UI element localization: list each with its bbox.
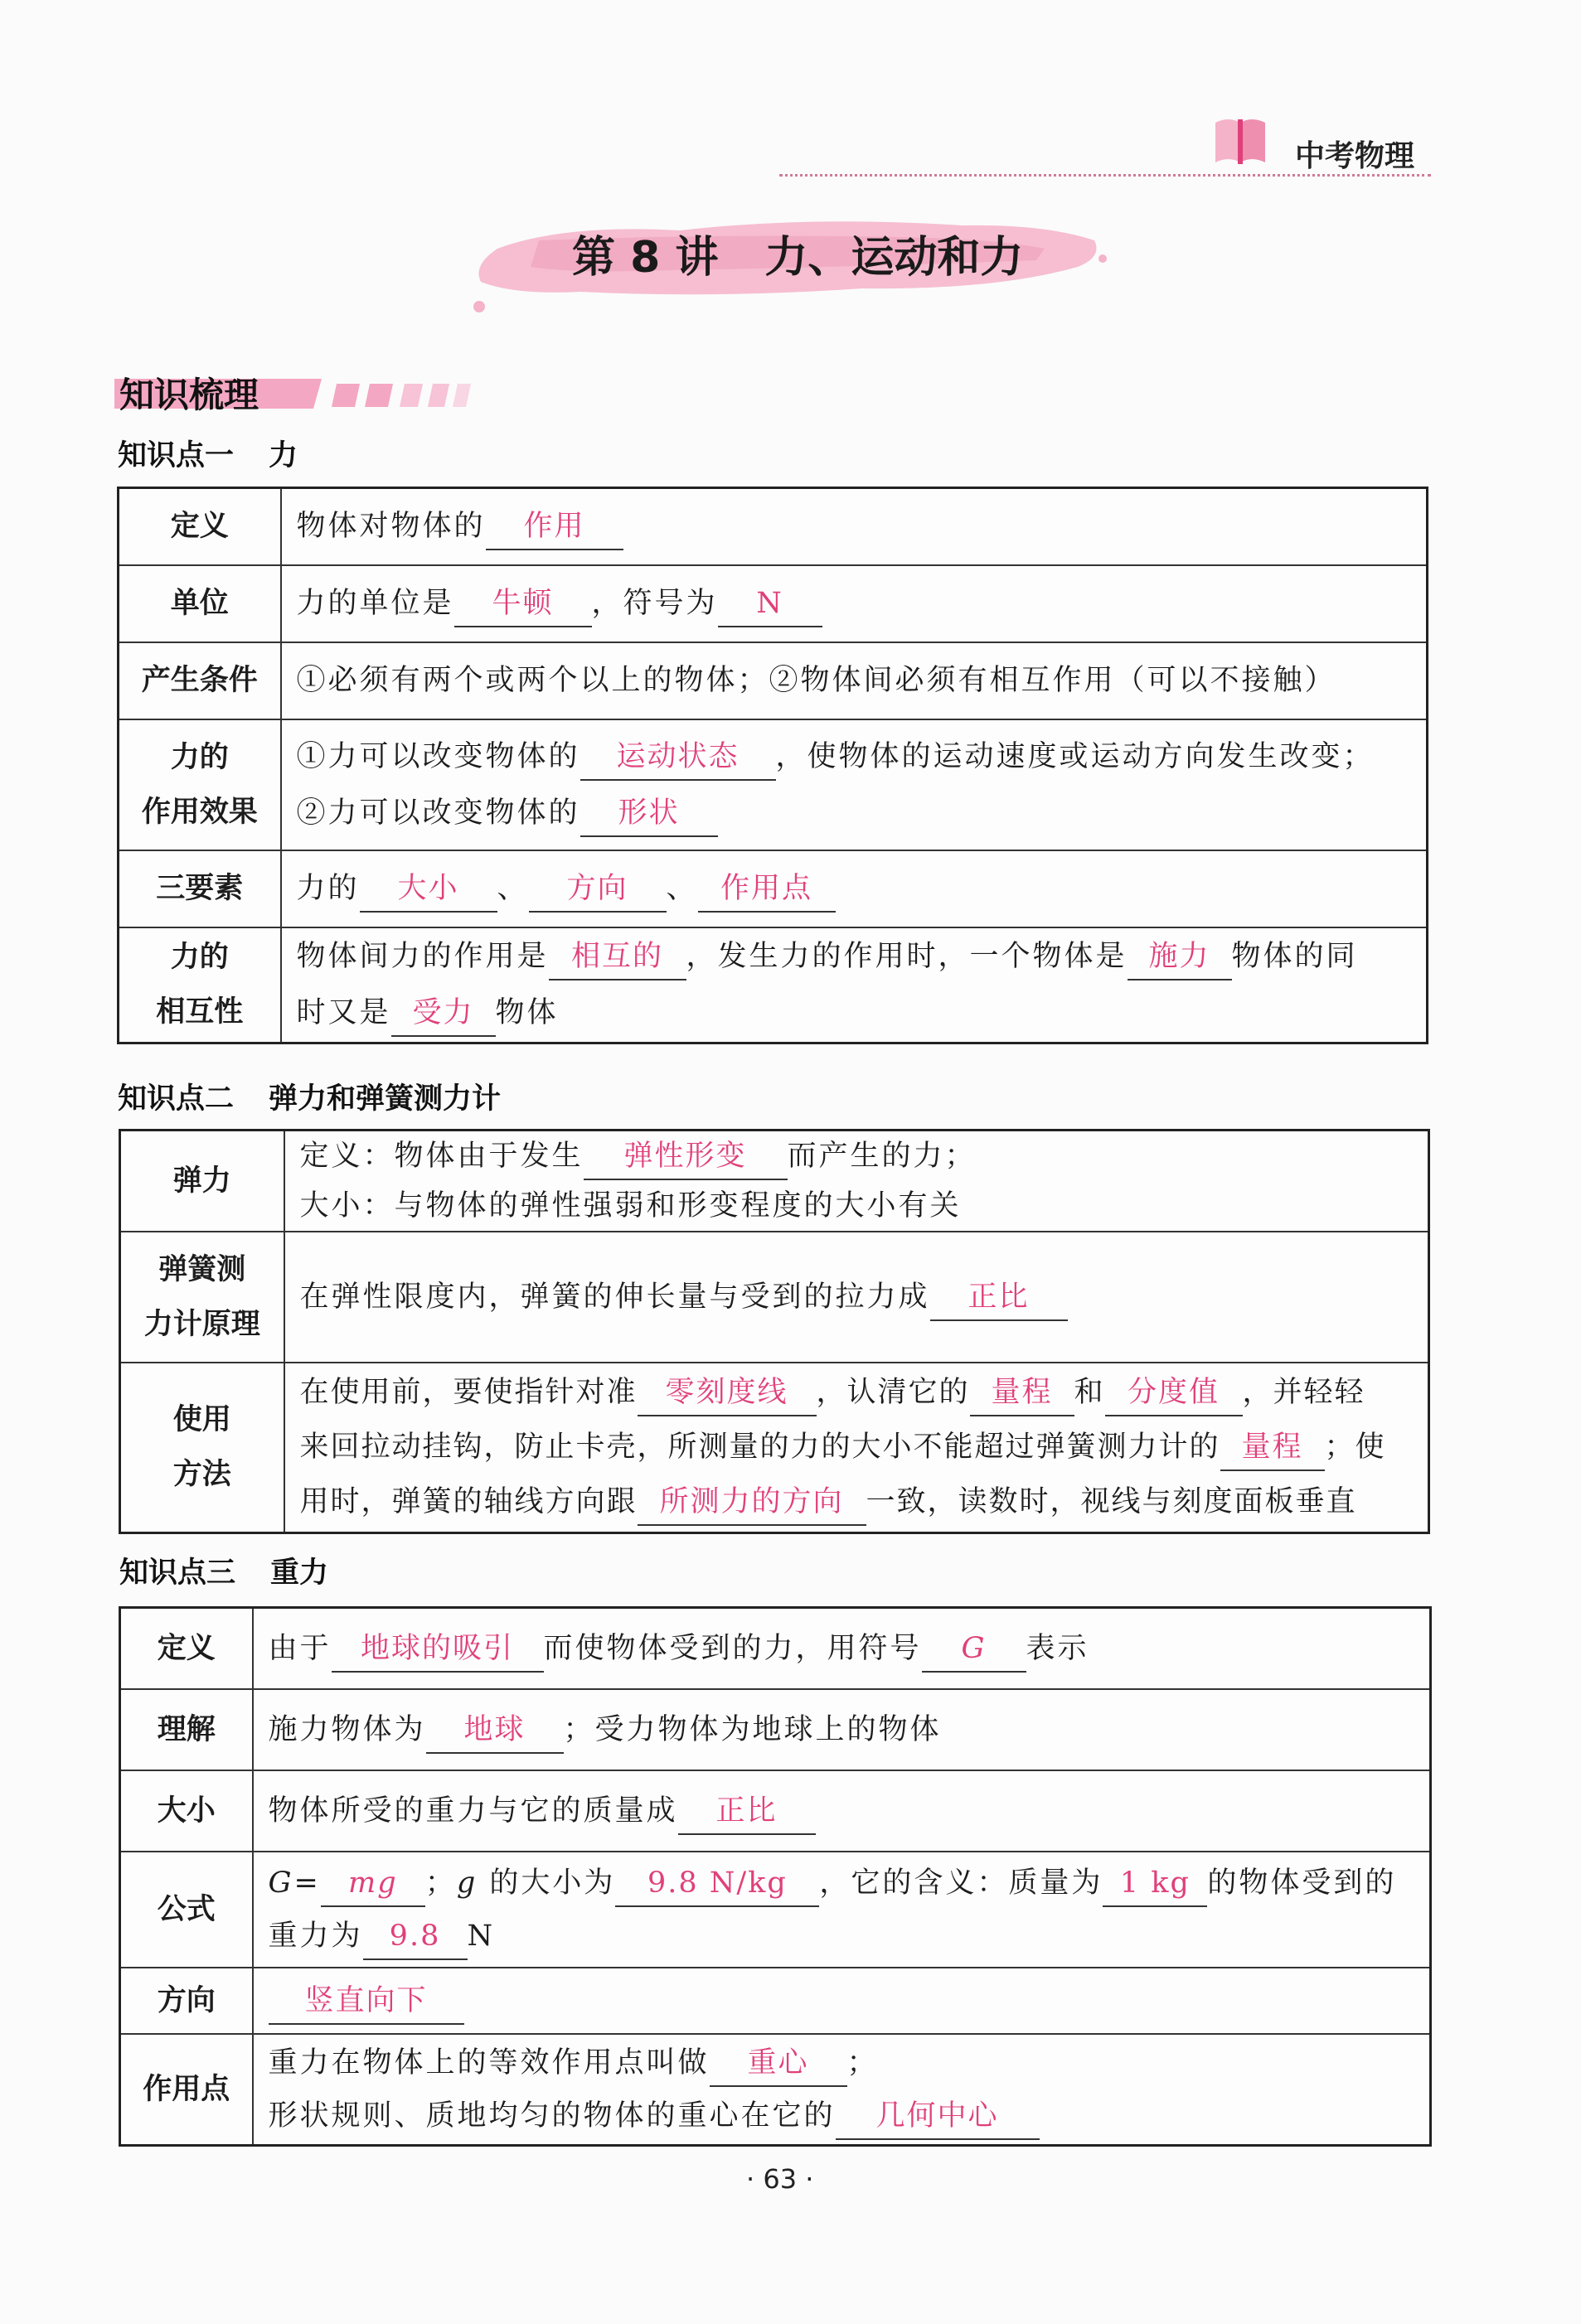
answer-blank: N: [718, 581, 822, 627]
answer-blank: 9.8: [363, 1914, 468, 1960]
table-row: 弹力 定义：物体由于发生 弹性形变 而产生的力； 大小：与物体的弹性强弱和形变程度的大小有关: [120, 1131, 1429, 1232]
lecture-number: 第 8 讲: [572, 233, 719, 283]
row-label: 定义: [119, 488, 281, 565]
table-row: 作用点 重力在物体上的等效作用点叫做 重心 ； 形状规则、质地均匀的物体的重心在它的 几何中心: [120, 2034, 1431, 2146]
answer-blank: 相互的: [549, 934, 686, 980]
table-row: 弹簧测 力计原理 在弹性限度内，弹簧的伸长量与受到的拉力成 正比: [120, 1232, 1429, 1363]
answer-blank: 弹性形变: [584, 1134, 788, 1180]
row-label: 力的 作用效果: [119, 719, 281, 850]
header-subject: 中考物理: [1295, 139, 1415, 173]
kp3-title: 知识点三 重力: [119, 1557, 329, 1590]
answer-blank: 正比: [930, 1275, 1068, 1321]
table-row: 力的 相互性 物体间力的作用是 相互的 ，发生力的作用时，一个物体是 施力 物体的同 时又是 受力 物体: [119, 927, 1428, 1043]
row-label: 产生条件: [119, 642, 281, 719]
row-label: 大小: [120, 1770, 253, 1852]
answer-blank: 正比: [678, 1789, 816, 1835]
row-label: 三要素: [119, 850, 281, 927]
answer-blank: 所测力的方向: [638, 1479, 866, 1526]
kp2-table: [119, 1129, 1430, 1534]
answer-blank: 地球: [426, 1707, 564, 1754]
answer-blank: 作用: [486, 504, 623, 550]
row-label: 理解: [120, 1689, 253, 1770]
answer-blank: 量程: [970, 1370, 1074, 1416]
book-icon: [1212, 114, 1268, 166]
answer-blank: 方向: [529, 866, 667, 913]
answer-blank: G: [922, 1626, 1026, 1673]
row-label: 弹簧测 力计原理: [120, 1232, 284, 1363]
lecture-title: [572, 222, 1023, 284]
answer-blank: 牛顿: [454, 581, 592, 627]
answer-blank: 9.8 N/kg: [615, 1861, 819, 1907]
answer-blank: 量程: [1220, 1425, 1325, 1471]
table-row: 三要素 力的 大小 、 方向 、 作用点: [119, 850, 1428, 927]
row-label: 方向: [120, 1968, 253, 2034]
table-row: 力的 作用效果 ①力可以改变物体的 运动状态 ，使物体的运动速度或运动方向发生改变； ②力可以改变物体的 形状: [119, 719, 1428, 850]
table-row: 使用 方法 在使用前，要使指针对准 零刻度线 ，认清它的 量程 和 分度值 ，并轻轻 来回拉动挂钩，防止卡壳，所测量的力的大小不能超过弹簧测力计的 量程 ；使 用时，弹簧的轴线方向跟 所测力的方向 一致，读数时，视线与刻度面板垂直: [120, 1363, 1429, 1532]
answer-blank: 受力: [391, 990, 496, 1037]
answer-blank: 竖直向下: [269, 1978, 464, 2025]
kp1-table: [117, 487, 1428, 1044]
answer-blank: 重心: [710, 2041, 847, 2087]
answer-blank: 地球的吸引: [332, 1626, 544, 1673]
answer-blank: 分度值: [1105, 1370, 1243, 1416]
answer-blank: 零刻度线: [638, 1370, 817, 1416]
answer-blank: 作用点: [698, 866, 836, 913]
lecture-topic: 力、运动和力: [764, 233, 1024, 283]
table-row: 单位 力的单位是 牛顿 ，符号为 N: [119, 565, 1428, 642]
answer-blank: 几何中心: [836, 2094, 1040, 2140]
table-row: 公式 G= mg ；g 的大小为 9.8 N/kg ，它的含义：质量为 1 kg 的物体受到的 重力为 9.8 N: [120, 1852, 1431, 1968]
answer-blank: 大小: [360, 866, 497, 913]
table-row: [120, 1968, 1431, 2034]
kp3-table: [119, 1606, 1432, 2147]
page-number: · 63 ·: [746, 2163, 814, 2195]
kp1-title: 知识点一 力: [118, 439, 298, 472]
answer-blank: mg: [321, 1861, 425, 1907]
answer-blank: 运动状态: [580, 734, 776, 781]
table-row: 定义 物体对物体的 作用: [119, 488, 1428, 565]
row-label: 公式: [120, 1852, 253, 1968]
table-row: 理解 施力物体为 地球 ；受力物体为地球上的物体: [120, 1689, 1431, 1770]
table-row: 大小 物体所受的重力与它的质量成 正比: [120, 1770, 1431, 1852]
answer-blank: 1 kg: [1103, 1861, 1207, 1907]
header-divider: [779, 174, 1431, 177]
row-label: 定义: [120, 1608, 253, 1689]
answer-blank: 形状: [580, 791, 718, 837]
row-label: 弹力: [120, 1131, 284, 1232]
kp2-title: 知识点二 弹力和弹簧测力计: [118, 1082, 502, 1116]
row-label: 使用 方法: [120, 1363, 284, 1532]
row-label: 作用点: [120, 2034, 253, 2146]
row-label: 单位: [119, 565, 281, 642]
table-row: 定义 由于 地球的吸引 而使物体受到的力，用符号 G 表示: [120, 1608, 1431, 1689]
answer-blank: 施力: [1128, 934, 1232, 980]
row-label: 力的 相互性: [119, 927, 281, 1043]
table-row: 产生条件 ①必须有两个或两个以上的物体；②物体间必须有相互作用（可以不接触）: [119, 642, 1428, 719]
section-title: 知识梳理: [119, 375, 259, 415]
